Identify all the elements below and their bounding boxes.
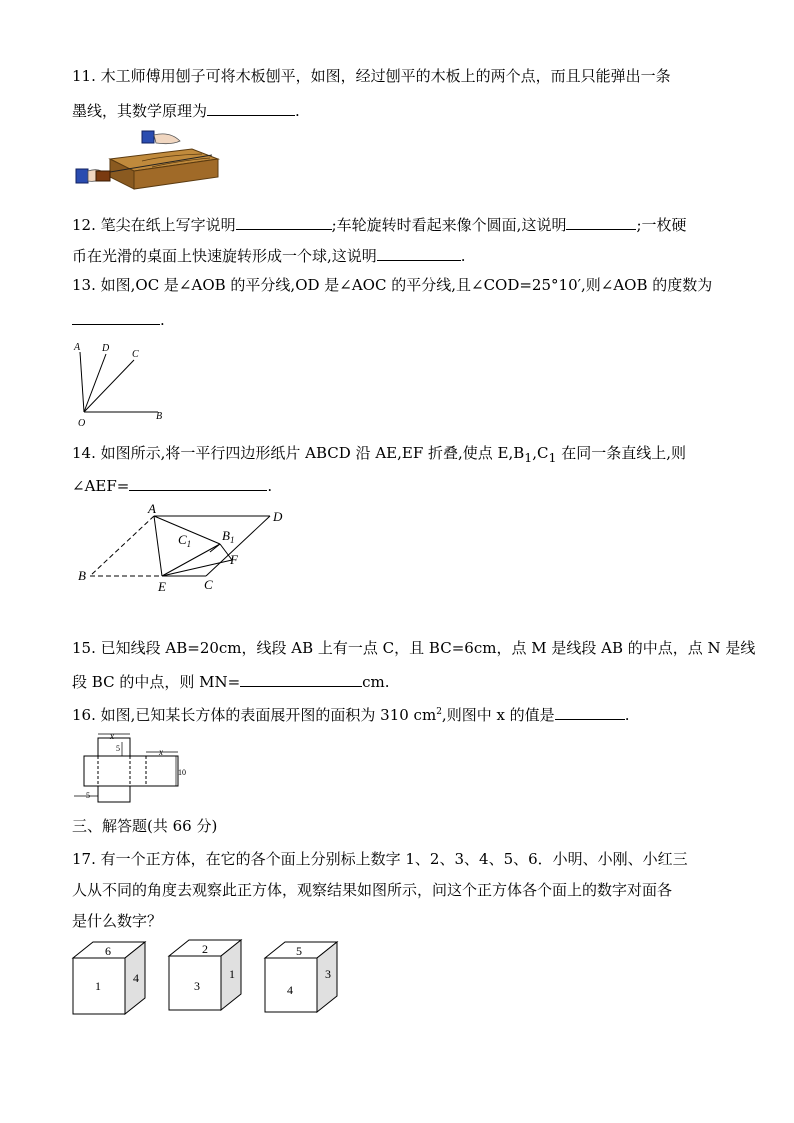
- q14-line2: [72, 474, 272, 496]
- label-A: A: [148, 501, 156, 516]
- q13-line1: 13. 如图,OC 是∠AOB 的平分线,OD 是∠AOC 的平分线,且∠COD=25°10′,则∠AOB 的度数为: [72, 276, 713, 294]
- q13-answer-blank[interactable]: [72, 308, 160, 325]
- q16-line1: [72, 702, 629, 725]
- cube3-front: 4: [287, 983, 293, 997]
- cube-1: [73, 942, 145, 1014]
- hand-sleeve-icon: [142, 131, 154, 143]
- q12-text1: 12. 笔尖在纸上写字说明: [72, 216, 236, 234]
- q17-line3: 是什么数字？: [72, 912, 163, 930]
- q11-end: .: [295, 102, 300, 120]
- label-E: E: [158, 579, 166, 594]
- q12-text3: ;一枚硬: [636, 216, 687, 234]
- hand-icon: [154, 134, 180, 144]
- q13-line2: [72, 308, 165, 330]
- section3-heading: 三、解答题(共 66 分): [72, 817, 218, 835]
- q12-blank3[interactable]: [377, 244, 461, 261]
- label-B: B: [156, 411, 163, 422]
- q17-line1: 17. 有一个正方体，在它的各个面上分别标上数字 1、2、3、4、5、6．小明、小刚、小红三: [72, 850, 688, 868]
- cube-2: [169, 940, 241, 1010]
- label-x-top: x: [110, 731, 114, 741]
- cube3-top: 5: [296, 944, 302, 958]
- q16-text2: ,则图中 x 的值是: [441, 706, 555, 724]
- ray-OA: [80, 352, 84, 412]
- q14-text2: ,C: [532, 444, 549, 462]
- q16-answer-blank[interactable]: [555, 703, 625, 720]
- cube1-side: 4: [133, 971, 139, 985]
- label-5-bottom: 5: [86, 791, 90, 800]
- q16-sup: 2: [436, 707, 442, 717]
- q15-text: 段 BC 的中点，则 MN=: [72, 673, 241, 691]
- q13-end: .: [160, 311, 165, 329]
- cube2-top: 2: [202, 942, 208, 956]
- cube2-front: 3: [194, 979, 200, 993]
- label-A: A: [74, 342, 81, 353]
- q11-line1: 11. 木工师傅用刨子可将木板刨平，如图，经过刨平的木板上的两个点，而且只能弹出一条: [72, 67, 671, 85]
- ray-OC: [84, 360, 134, 412]
- label-O: O: [78, 418, 86, 428]
- q17-line2: 人从不同的角度去观察此正方体，观察结果如图所示，问这个正方体各个面上的数字对面各: [72, 881, 673, 899]
- q15-unit: cm.: [362, 673, 390, 691]
- q12-text4: 币在光滑的桌面上快速旋转形成一个球,这说明: [72, 247, 377, 265]
- planer-wood-image: [72, 127, 222, 192]
- q17-cubes-figure: [68, 936, 368, 1020]
- q14-sub2: 1: [548, 450, 557, 465]
- q15-line2: [72, 670, 390, 692]
- q14-sub1: 1: [524, 450, 533, 465]
- q11-line2: [72, 99, 300, 121]
- q14-text4: ∠AEF=: [72, 477, 130, 495]
- q11-text: 墨线，其数学原理为: [72, 102, 208, 120]
- cube2-side: 1: [229, 967, 235, 981]
- q16-text1: 16. 如图,已知某长方体的表面展开图的面积为 310 cm: [72, 706, 437, 724]
- label-B1: $B_1$: [222, 528, 235, 545]
- q12-line1: [72, 213, 687, 235]
- label-D: D: [273, 509, 283, 524]
- q16-end: .: [624, 706, 630, 724]
- cube-3: [265, 942, 337, 1012]
- cube3-side: 3: [325, 967, 331, 981]
- label-x-right: x: [159, 747, 163, 757]
- q12-text2: ;车轮旋转时看起来像个圆面,这说明: [331, 216, 567, 234]
- label-10: 10: [178, 768, 186, 777]
- q12-end: .: [460, 247, 466, 265]
- q14-end: .: [267, 477, 273, 495]
- label-5-top: 5: [116, 744, 120, 753]
- label-C1: $C_1$: [178, 532, 192, 549]
- label-F: F: [230, 552, 238, 567]
- ray-OD: [84, 354, 106, 412]
- cube1-top: 6: [105, 944, 111, 958]
- q14-text1: 14. 如图所示,将一平行四边形纸片 ABCD 沿 AE,EF 折叠,使点 E,B: [72, 444, 525, 462]
- q11-answer-blank[interactable]: [207, 99, 295, 116]
- q14-line1: [72, 443, 686, 468]
- q12-blank1[interactable]: [236, 213, 332, 230]
- q14-answer-blank[interactable]: [129, 474, 267, 491]
- label-D: D: [102, 343, 110, 354]
- label-B: B: [78, 568, 86, 583]
- cube1-front: 1: [95, 979, 101, 993]
- q14-parallelogram-figure: [76, 500, 296, 596]
- q16-net-figure: [72, 730, 196, 806]
- label-C: C: [204, 577, 213, 592]
- q14-text3: 在同一条直线上,则: [556, 444, 686, 462]
- q15-line1: 15. 已知线段 AB=20cm，线段 AB 上有一点 C，且 BC=6cm，点 M 是线段 AB 的中点，点 N 是线: [72, 639, 756, 657]
- q12-blank2[interactable]: [566, 213, 636, 230]
- q13-angle-figure: [70, 340, 180, 428]
- q15-answer-blank[interactable]: [240, 670, 362, 687]
- planer-icon: [96, 171, 110, 181]
- label-C: C: [132, 349, 139, 360]
- q12-line2: [72, 244, 466, 266]
